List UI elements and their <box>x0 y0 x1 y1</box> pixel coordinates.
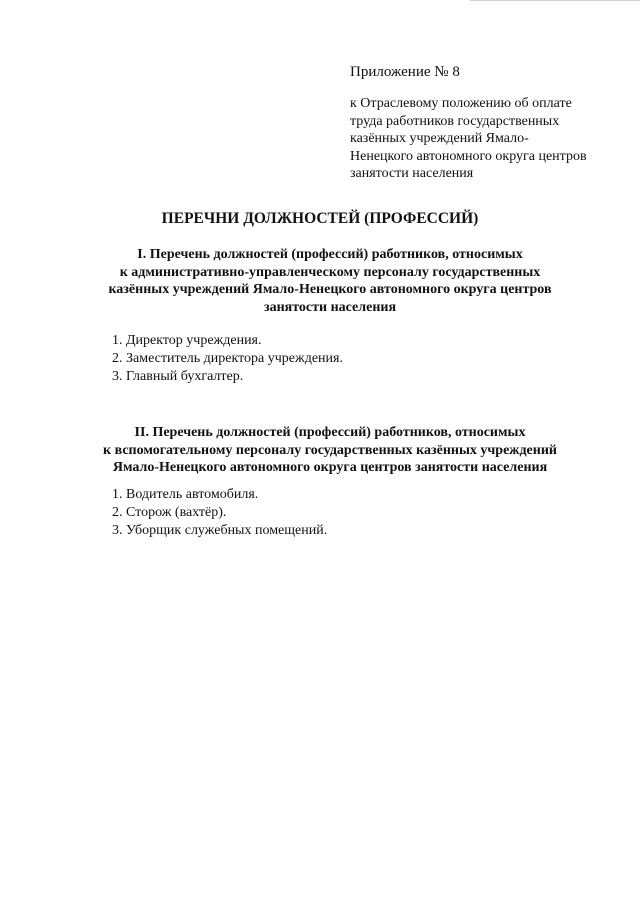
list-item: 3. Уборщик служебных помещений. <box>112 523 328 538</box>
section-heading-line: казённых учреждений Ямало-Ненецкого автономного округа центров <box>108 282 552 297</box>
appendix-line: занятости населения <box>350 166 474 181</box>
section-heading-line: II. Перечень должностей (профессий) работников, относимых <box>134 425 526 440</box>
list-item: 2. Сторож (вахтёр). <box>112 505 227 520</box>
section-heading-line: занятости населения <box>263 299 397 315</box>
document-title: ПЕРЕЧНИ ДОЛЖНОСТЕЙ (ПРОФЕССИЙ) <box>161 210 479 227</box>
section-heading-line: Ямало-Ненецкого автономного округа центров занятости населения <box>112 460 548 475</box>
list-item: 2. Заместитель директора учреждения. <box>112 351 343 366</box>
list-item: 3. Главный бухгалтер. <box>112 369 244 384</box>
list-item: 1. Водитель автомобиля. <box>112 487 259 502</box>
appendix-line: казённых учреждений Ямало- <box>350 131 529 146</box>
section-1-heading <box>80 246 580 316</box>
section-1-list <box>112 332 343 386</box>
appendix-line: Ненецкого автономного округа центров <box>350 148 587 164</box>
list-item: 1. Директор учреждения. <box>112 333 262 348</box>
appendix-line: к Отраслевому положению об оплате <box>350 96 572 111</box>
section-heading-line: к вспомогательному персоналу государственных казённых учреждений <box>103 442 557 458</box>
appendix-block <box>350 63 620 183</box>
section-heading-line: к административно-управленческому персоналу государственных <box>119 264 541 280</box>
appendix-line: труда работников государственных <box>350 113 560 129</box>
appendix-reference <box>350 95 620 183</box>
page-top-edge-line <box>470 0 640 1</box>
section-2-heading <box>80 424 580 477</box>
section-2-list <box>112 486 327 540</box>
section-heading-line: I. Перечень должностей (профессий) работников, относимых <box>137 247 523 262</box>
appendix-title: Приложение № 8 <box>350 64 460 80</box>
